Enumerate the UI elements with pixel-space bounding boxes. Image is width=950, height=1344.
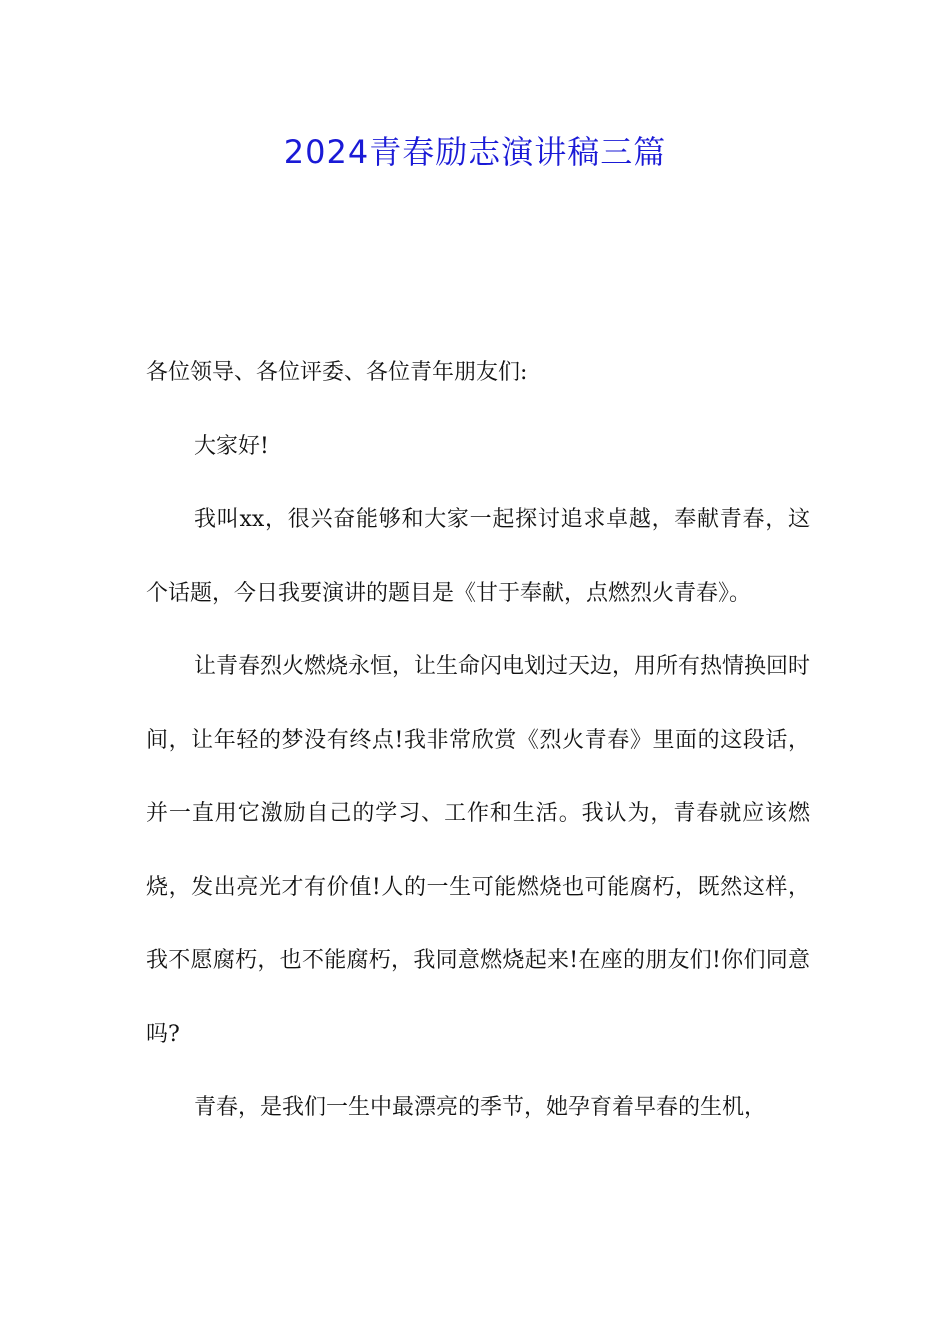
salutation-paragraph: 各位领导、各位评委、各位青年朋友们: [146, 360, 528, 385]
greeting-paragraph: 大家好! [194, 433, 269, 459]
body-paragraph: 青春，是我们一生中最漂亮的季节，她孕育着早春的生机， [194, 1095, 767, 1120]
document-title: 2024青春励志演讲稿三篇 [283, 133, 667, 171]
intro-paragraph: 我叫xx，很兴奋能够和大家一起探讨追求卓越，奉献青春，这个话题，今日我要演讲的题目是《甘于奉献，点燃烈火青春》。 [146, 507, 810, 606]
body-paragraph: 让青春烈火燃烧永恒，让生命闪电划过天边，用所有热情换回时间，让年轻的梦没有终点!我非常欣赏《烈火青春》里面的这段话，并一直用它激励自己的学习、工作和生活。我认为，青春就应该燃烧，发出亮光才有价值!人的一生可能燃烧也可能腐朽，既然这样，我不愿腐朽，也不能腐朽，我同意燃烧起来!在座的朋友们!你们同意吗? [146, 654, 811, 1047]
document-body [146, 336, 810, 1145]
